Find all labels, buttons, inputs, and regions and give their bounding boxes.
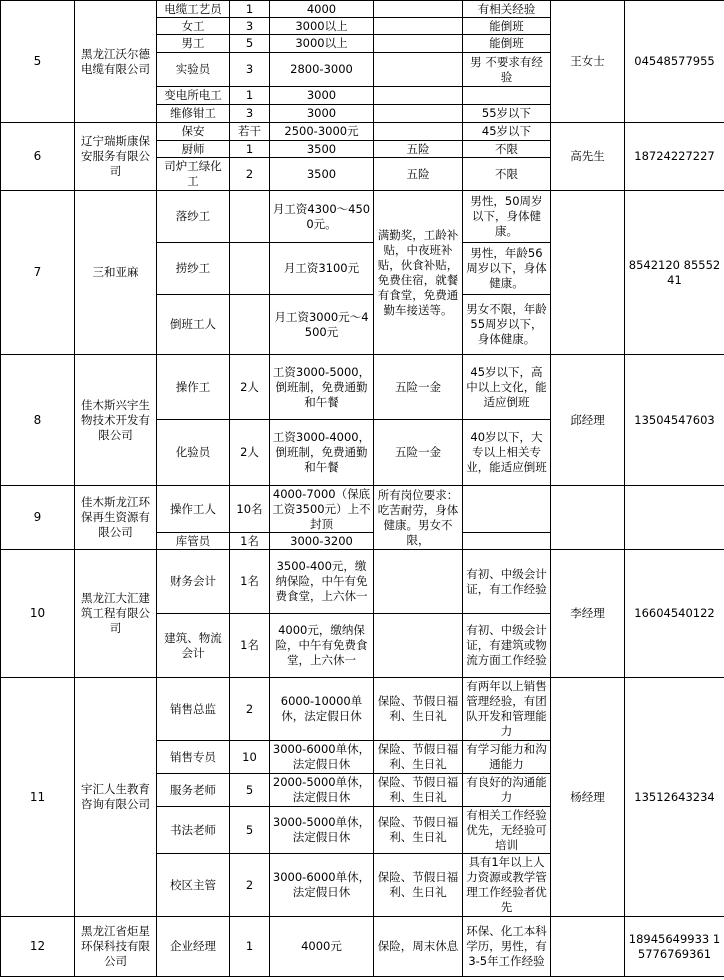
job-welfare xyxy=(374,35,463,53)
job-salary: 4000-7000（保底工资3500元）上不封顶 xyxy=(270,486,374,533)
job-title: 女工 xyxy=(157,18,230,35)
contact-phone: 13504547603 xyxy=(625,355,724,486)
job-salary: 3000-6000单休，法定假日休 xyxy=(270,741,374,774)
job-count: 5 xyxy=(230,774,270,807)
record-number: 8 xyxy=(1,355,75,486)
job-requirement: 45岁以下 xyxy=(463,123,551,141)
contact-phone: 8542120 8555241 xyxy=(625,191,724,355)
company-name: 黑龙江大汇建筑工程有限公司 xyxy=(75,550,157,678)
job-welfare: 保险、节假日福利、生日礼 xyxy=(374,678,463,741)
job-welfare: 所有岗位要求：吃苦耐劳，身体健康。男女不限， xyxy=(374,486,463,550)
contact-phone: 18724227227 xyxy=(625,123,724,191)
job-welfare xyxy=(374,18,463,35)
job-count: 10 xyxy=(230,741,270,774)
job-title: 操作工人 xyxy=(157,486,230,533)
contact-phone: 13512643234 xyxy=(625,678,724,917)
job-count xyxy=(230,295,270,355)
job-welfare xyxy=(374,1,463,18)
job-welfare: 保险、节假日福利、生日礼 xyxy=(374,774,463,807)
job-welfare: 五险一金 xyxy=(374,420,463,486)
job-welfare: 保险、节假日福利、生日礼 xyxy=(374,854,463,917)
job-count: 1名 xyxy=(230,533,270,550)
table-row xyxy=(1,550,724,614)
job-title: 书法老师 xyxy=(157,807,230,854)
job-count: 3 xyxy=(230,105,270,123)
job-requirement xyxy=(463,87,551,105)
job-title: 服务老师 xyxy=(157,774,230,807)
job-title: 操作工 xyxy=(157,355,230,420)
job-requirement: 有相关工作经验优先，无经验可培训 xyxy=(463,807,551,854)
job-title: 变电所电工 xyxy=(157,87,230,105)
job-welfare xyxy=(374,614,463,678)
record-number: 10 xyxy=(1,550,75,678)
company-name: 三和亚麻 xyxy=(75,191,157,355)
job-requirement: 有学习能力和沟通能力 xyxy=(463,741,551,774)
contact-phone: 16604540122 xyxy=(625,550,724,678)
contact-person: 邱经理 xyxy=(551,355,625,486)
job-title: 建筑、物流会计 xyxy=(157,614,230,678)
table-row xyxy=(1,1,724,18)
contact-person xyxy=(551,917,625,977)
job-salary: 3500 xyxy=(270,158,374,191)
job-salary: 3000-5000单休，法定假日休 xyxy=(270,807,374,854)
job-count: 2 xyxy=(230,854,270,917)
job-count: 2 xyxy=(230,678,270,741)
job-requirement: 40岁以下，大专以上相关专业，能适应倒班 xyxy=(463,420,551,486)
job-salary: 3000-6000单休，法定假日休 xyxy=(270,854,374,917)
job-requirement: 环保、化工本科学历，男性，有3-5年工作经验 xyxy=(463,917,551,977)
job-requirement: 不限 xyxy=(463,158,551,191)
job-welfare: 保险，周末休息 xyxy=(374,917,463,977)
job-count: 3 xyxy=(230,53,270,87)
job-count: 若干 xyxy=(230,123,270,141)
record-number: 12 xyxy=(1,917,75,977)
job-requirement: 男性，50周岁以下，身体健康。 xyxy=(463,191,551,243)
job-title: 企业经理 xyxy=(157,917,230,977)
company-name: 佳木斯龙江环保再生资源有限公司 xyxy=(75,486,157,550)
job-title: 保安 xyxy=(157,123,230,141)
job-welfare: 保险、节假日福利、生日礼 xyxy=(374,807,463,854)
contact-phone xyxy=(625,486,724,550)
job-salary: 2000-5000单休，法定假日休 xyxy=(270,774,374,807)
job-welfare: 满勤奖，工龄补贴，中夜班补贴，伙食补贴，免费住宿，就餐有食堂，免费通勤车接送等。 xyxy=(374,191,463,355)
job-count: 5 xyxy=(230,807,270,854)
job-requirement: 有良好的沟通能力 xyxy=(463,774,551,807)
job-title: 厨师 xyxy=(157,141,230,158)
table-row xyxy=(1,191,724,243)
job-requirement: 有初、中级会计证，有建筑或物流方面工作经验 xyxy=(463,614,551,678)
table-row xyxy=(1,917,724,977)
contact-person: 杨经理 xyxy=(551,678,625,917)
job-title: 校区主管 xyxy=(157,854,230,917)
company-name: 佳木斯兴宇生物技术开发有限公司 xyxy=(75,355,157,486)
job-welfare: 五险一金 xyxy=(374,355,463,420)
table-row xyxy=(1,486,724,533)
job-requirement: 男性，年龄56周岁以下，身体健康。 xyxy=(463,243,551,295)
job-title: 电缆工艺员 xyxy=(157,1,230,18)
job-requirement: 有两年以上销售管理经验，有团队开发和管理能力 xyxy=(463,678,551,741)
contact-person xyxy=(551,191,625,355)
job-count: 1 xyxy=(230,141,270,158)
job-welfare xyxy=(374,53,463,87)
contact-person: 高先生 xyxy=(551,123,625,191)
record-number: 6 xyxy=(1,123,75,191)
job-salary: 月工资4300～4500元。 xyxy=(270,191,374,243)
contact-phone: 18945649933 15776769361 xyxy=(625,917,724,977)
job-salary: 工资3000-5000，倒班制，免费通勤和午餐 xyxy=(270,355,374,420)
job-salary: 4000元，缴纳保险，中午有免费食堂，上六休一 xyxy=(270,614,374,678)
job-count: 1名 xyxy=(230,550,270,614)
job-title: 维修钳工 xyxy=(157,105,230,123)
job-requirement: 能倒班 xyxy=(463,35,551,53)
job-title: 销售总监 xyxy=(157,678,230,741)
job-count: 1名 xyxy=(230,614,270,678)
job-title: 捞纱工 xyxy=(157,243,230,295)
job-count: 2人 xyxy=(230,355,270,420)
table-row xyxy=(1,678,724,741)
job-title: 落纱工 xyxy=(157,191,230,243)
company-name: 辽宁瑞斯康保安服务有限公司 xyxy=(75,123,157,191)
job-salary: 3000以上 xyxy=(270,35,374,53)
job-requirement: 55岁以下 xyxy=(463,105,551,123)
job-requirement: 男 不要求有经验 xyxy=(463,53,551,87)
job-requirement: 45岁以下，高中以上文化，能适应倒班 xyxy=(463,355,551,420)
contact-phone: 04548577955 xyxy=(625,1,724,123)
job-salary: 2500-3000元 xyxy=(270,123,374,141)
contact-person xyxy=(551,486,625,550)
job-welfare xyxy=(374,87,463,105)
job-salary: 3500 xyxy=(270,141,374,158)
job-welfare: 保险、节假日福利、生日礼 xyxy=(374,741,463,774)
job-welfare xyxy=(374,550,463,614)
job-title: 库管员 xyxy=(157,533,230,550)
job-salary: 2800-3000 xyxy=(270,53,374,87)
job-salary: 3000 xyxy=(270,105,374,123)
job-requirement: 不限 xyxy=(463,141,551,158)
job-count: 1 xyxy=(230,87,270,105)
job-salary: 3000-3200 xyxy=(270,533,374,550)
job-salary: 月工资3000元～4500元 xyxy=(270,295,374,355)
job-count: 5 xyxy=(230,35,270,53)
job-requirement: 男女不限，年龄55周岁以下，身体健康。 xyxy=(463,295,551,355)
job-requirement: 有初、中级会计证，有工作经验 xyxy=(463,550,551,614)
job-salary: 3000以上 xyxy=(270,18,374,35)
record-number: 5 xyxy=(1,1,75,123)
record-number: 9 xyxy=(1,486,75,550)
job-title: 倒班工人 xyxy=(157,295,230,355)
job-requirement xyxy=(463,486,551,533)
company-name: 黑龙江省炬星环保科技有限公司 xyxy=(75,917,157,977)
job-title: 化验员 xyxy=(157,420,230,486)
job-requirement: 有相关经验 xyxy=(463,1,551,18)
job-salary: 6000-10000单休，法定假日休 xyxy=(270,678,374,741)
table-row xyxy=(1,123,724,141)
table-row xyxy=(1,355,724,420)
job-count: 2 xyxy=(230,158,270,191)
contact-person: 李经理 xyxy=(551,550,625,678)
job-welfare xyxy=(374,105,463,123)
job-count xyxy=(230,243,270,295)
company-name: 宇汇人生教育咨询有限公司 xyxy=(75,678,157,917)
record-number: 11 xyxy=(1,678,75,917)
job-welfare xyxy=(374,123,463,141)
job-count: 2人 xyxy=(230,420,270,486)
job-title: 司炉工绿化工 xyxy=(157,158,230,191)
job-title: 财务会计 xyxy=(157,550,230,614)
job-count: 1 xyxy=(230,917,270,977)
job-requirement: 具有1年以上人力资源或教学管理工作经验者优先 xyxy=(463,854,551,917)
job-salary: 4000元 xyxy=(270,917,374,977)
job-salary: 4000 xyxy=(270,1,374,18)
job-count: 3 xyxy=(230,18,270,35)
job-welfare: 五险 xyxy=(374,141,463,158)
job-count: 1 xyxy=(230,1,270,18)
job-welfare: 五险 xyxy=(374,158,463,191)
job-title: 实验员 xyxy=(157,53,230,87)
job-title: 销售专员 xyxy=(157,741,230,774)
job-count: 10名 xyxy=(230,486,270,533)
job-salary: 3500-400元，缴纳保险，中午有免费食堂，上六休一 xyxy=(270,550,374,614)
job-requirement xyxy=(463,533,551,550)
job-requirement: 能倒班 xyxy=(463,18,551,35)
contact-person: 王女士 xyxy=(551,1,625,123)
job-count xyxy=(230,191,270,243)
company-name: 黑龙江沃尔德电缆有限公司 xyxy=(75,1,157,123)
job-salary: 3000 xyxy=(270,87,374,105)
job-salary: 工资3000-4000，倒班制，免费通勤和午餐 xyxy=(270,420,374,486)
job-title: 男工 xyxy=(157,35,230,53)
job-salary: 月工资3100元 xyxy=(270,243,374,295)
record-number: 7 xyxy=(1,191,75,355)
